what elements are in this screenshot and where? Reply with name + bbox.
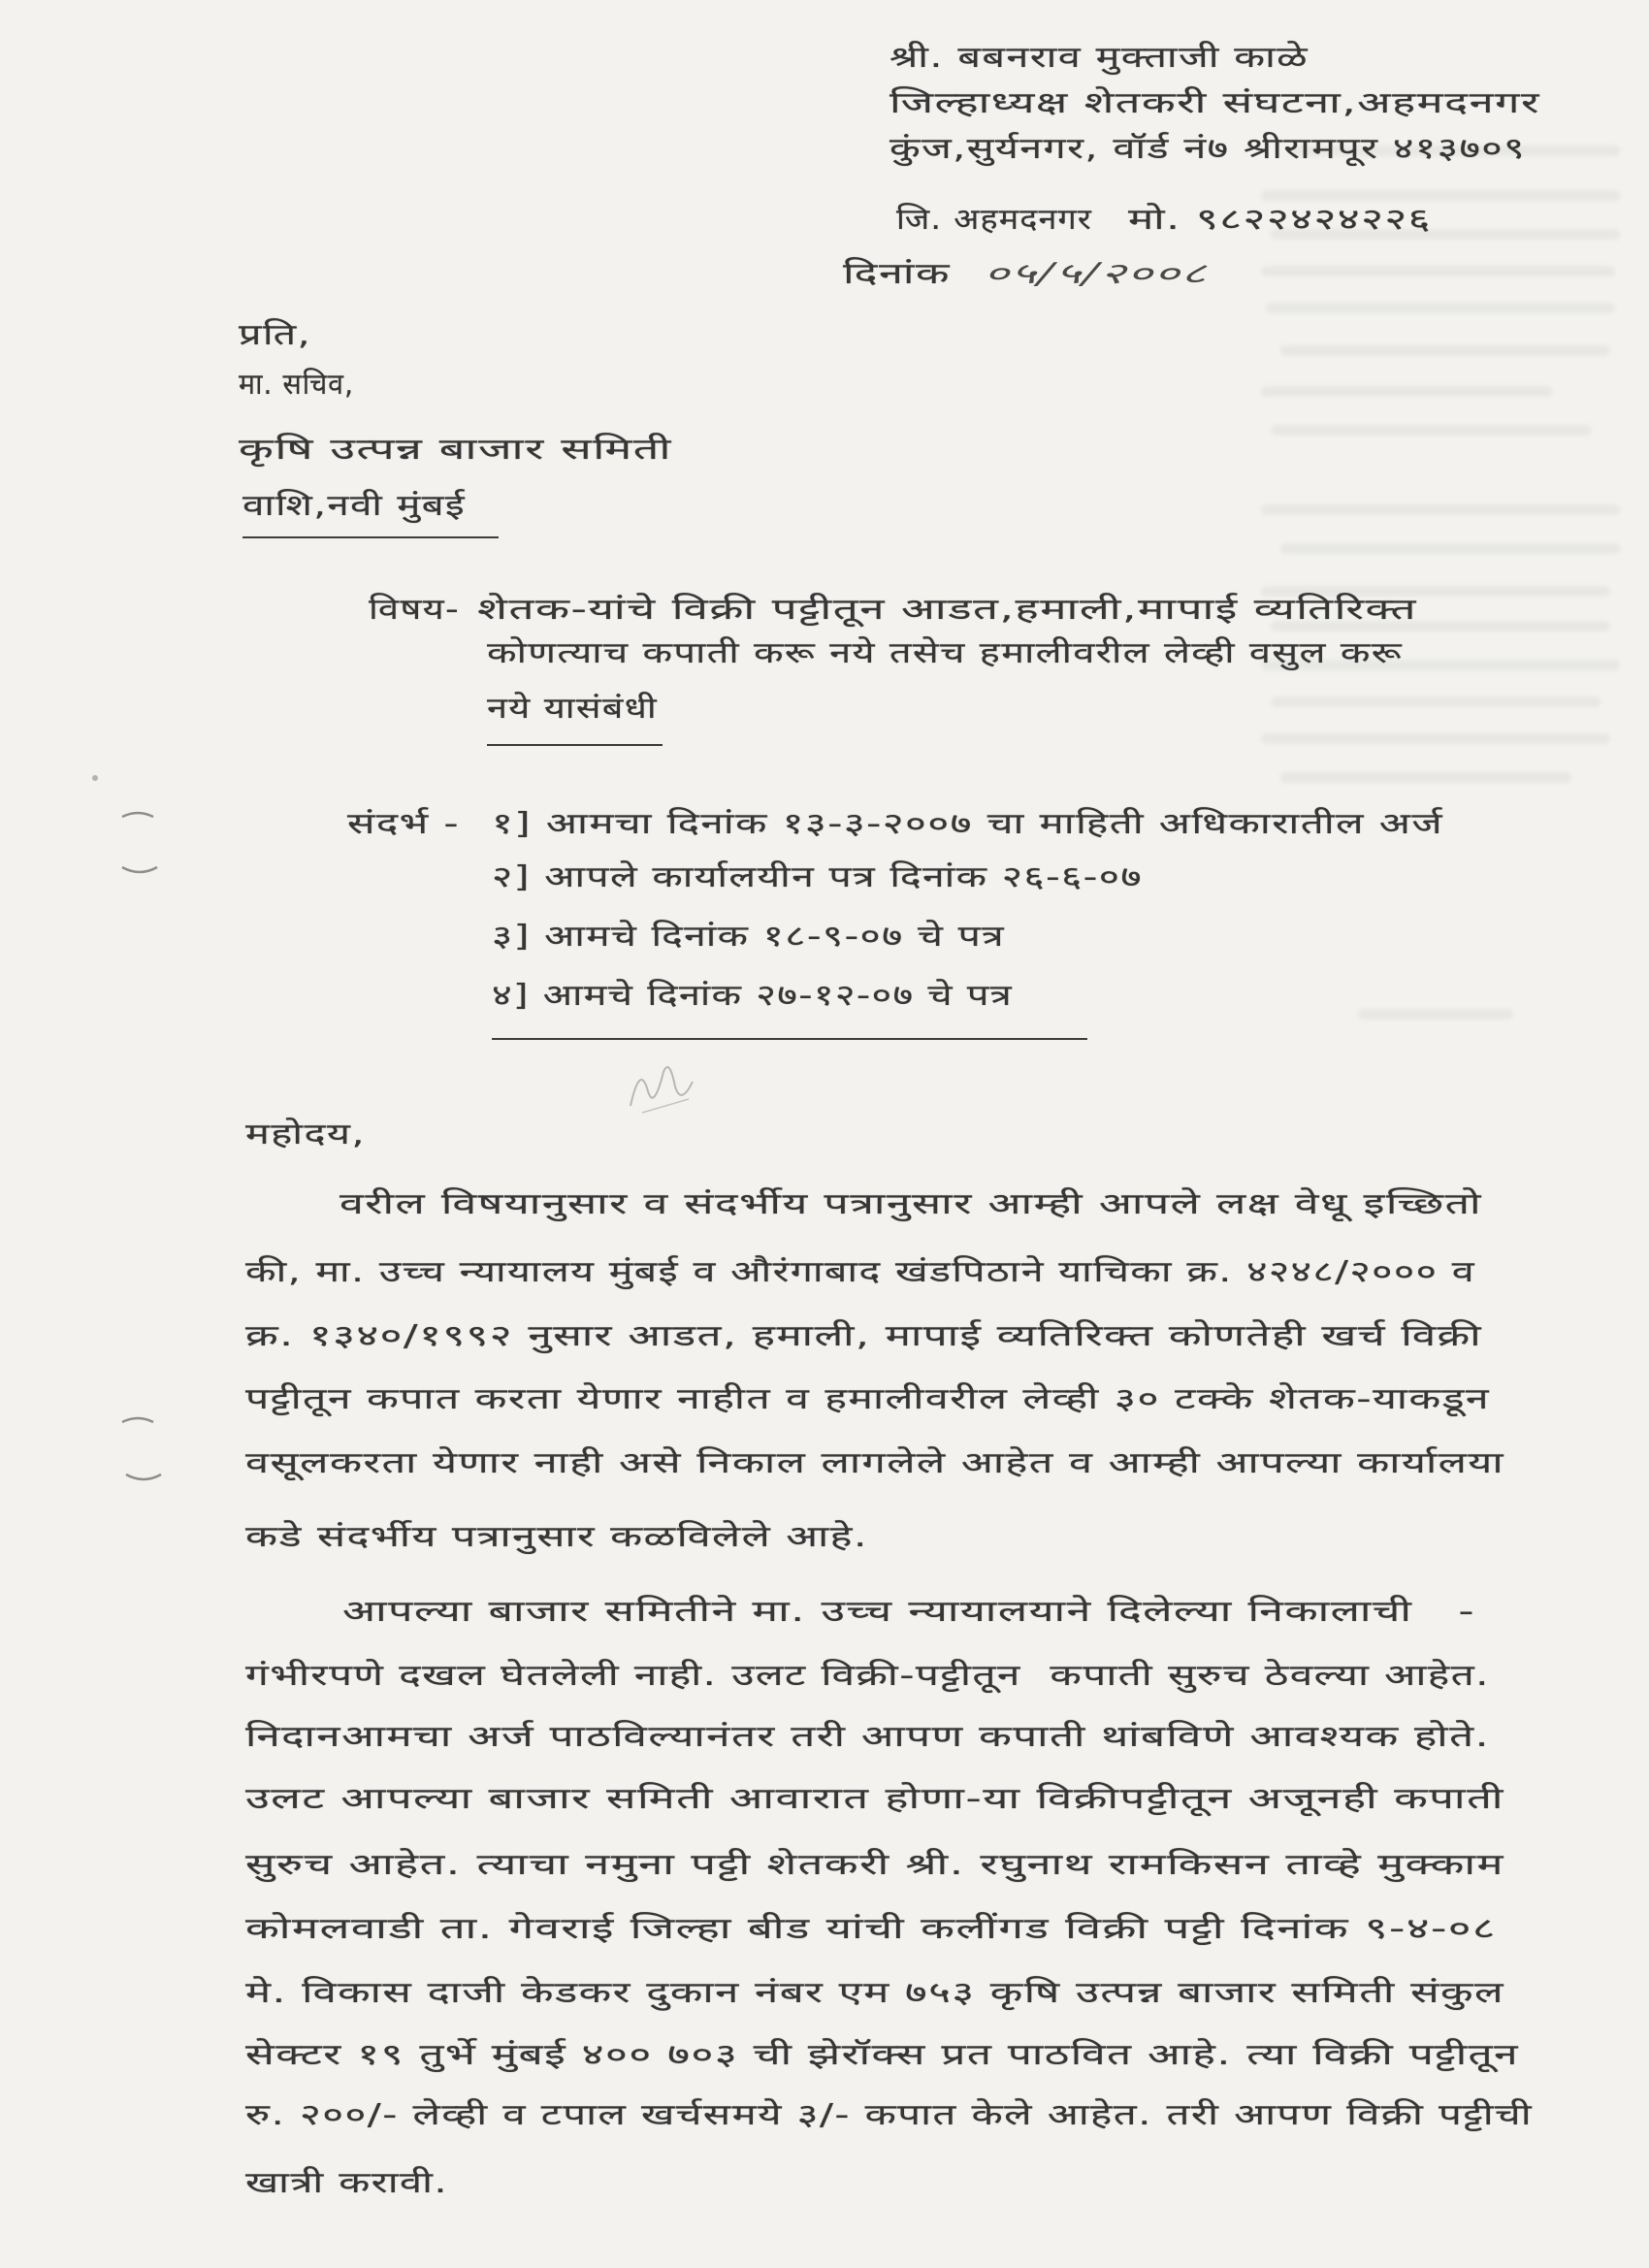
- body-line: रु. २००/- लेव्ही व टपाल खर्चसमये ३/- कपात केले आहेत. तरी आपण विक्री पट्टीची: [245, 2098, 1533, 2132]
- body-line: गंभीरपणे दखल घेतलेली नाही. उलट विक्री-पट्टीतून कपाती सुरुच ठेवल्या आहेत.: [245, 1659, 1490, 1693]
- reference-underline: [492, 1038, 1087, 1040]
- sender-district: जि. अहमदनगर: [896, 203, 1092, 237]
- punch-hole-marks: [78, 757, 175, 1513]
- body-line: खात्री करावी.: [245, 2166, 448, 2200]
- recipient-place: वाशि,नवी मुंबई: [242, 489, 466, 523]
- body-line: सुरुच आहेत. त्याचा नमुना पट्टी शेतकरी श्री. रघुनाथ रामकिसन ताव्हे मुक्काम: [245, 1848, 1504, 1882]
- body-line: सेक्टर १९ तुर्भे मुंबई ४०० ७०३ ची झेरॉक्स प्रत पाठवित आहे. त्या विक्री पट्टीतून: [245, 2038, 1519, 2072]
- subject-label: विषय-: [369, 593, 460, 627]
- subject-line: कोणत्याच कपाती करू नये तसेच हमालीवरील लेव्ही वसुल करू: [487, 636, 1403, 670]
- recipient-prefix: प्रति,: [239, 318, 311, 352]
- body-line: कोमलवाडी ता. गेवराई जिल्हा बीड यांची कलींगड विक्री पट्टी दिनांक ९-४-०८: [245, 1912, 1497, 1946]
- sender-name: श्री. बबनराव मुक्ताजी काळे: [889, 41, 1309, 75]
- scribble-mark: [621, 1053, 708, 1120]
- body-line: उलट आपल्या बाजार समिती आवारात होणा-या विक्रीपट्टीतून अजूनही कपाती: [245, 1782, 1504, 1816]
- date-value: ०५/५/२००८: [984, 257, 1208, 291]
- reference-label: संदर्भ -: [347, 807, 460, 841]
- sender-address: कुंज,सुर्यनगर, वॉर्ड नं७ श्रीरामपूर ४१३७०९: [889, 132, 1526, 166]
- greeting: महोदय,: [245, 1118, 366, 1151]
- body-line: की, मा. उच्च न्यायालय मुंबई व औरंगाबाद खंडपिठाने याचिका क्र. ४२४८/२००० व: [245, 1255, 1475, 1289]
- reference-item: ३] आमचे दिनांक १८-९-०७ चे पत्र: [492, 920, 1005, 954]
- reference-item: ४] आमचे दिनांक २७-१२-०७ चे पत्र: [492, 979, 1013, 1013]
- body-line: कडे संदर्भीय पत्रानुसार कळविलेले आहे.: [245, 1520, 868, 1554]
- recipient-org: कृषि उत्पन्न बाजार समिती: [239, 433, 672, 467]
- body-line: क्र. १३४०/१९९२ नुसार आडत, हमाली, मापाई व्यतिरिक्त कोणतेही खर्च विक्री: [245, 1319, 1482, 1353]
- body-line: मे. विकास दाजी केडकर दुकान नंबर एम ७५३ कृषि उत्पन्न बाजार समिती संकुल: [245, 1976, 1504, 2010]
- recipient-title: मा. सचिव,: [239, 368, 354, 402]
- body-line: निदानआमचा अर्ज पाठविल्यानंतर तरी आपण कपाती थांबविणे आवश्यक होते.: [245, 1720, 1490, 1754]
- subject-underline: [487, 744, 663, 746]
- body-line: पट्टीतून कपात करता येणार नाहीत व हमालीवरील लेव्ही ३० टक्के शेतक-याकडून: [245, 1382, 1490, 1416]
- subject-line: शेतक-यांचे विक्री पट्टीतून आडत,हमाली,मापाई व्यतिरिक्त: [477, 593, 1417, 627]
- reference-item: २] आपले कार्यालयीन पत्र दिनांक २६-६-०७: [492, 860, 1143, 894]
- body-line: वरील विषयानुसार व संदर्भीय पत्रानुसार आम्ही आपले लक्ष वेधू इच्छितो: [340, 1187, 1482, 1221]
- body-line: वसूलकरता येणार नाही असे निकाल लागलेले आहेत व आम्ही आपल्या कार्यालया: [245, 1446, 1504, 1480]
- recipient-underline: [242, 536, 499, 538]
- subject-line: नये यासंबंधी: [487, 692, 658, 726]
- sender-mobile: मो. ९८२२४२४२२६: [1128, 203, 1432, 237]
- sender-designation: जिल्हाध्यक्ष शेतकरी संघटना,अहमदनगर: [889, 86, 1540, 120]
- body-line: आपल्या बाजार समितीने मा. उच्च न्यायालयाने दिलेल्या निकालाची -: [342, 1595, 1475, 1629]
- date-label: दिनांक: [843, 257, 951, 291]
- reference-item: १] आमचा दिनांक १३-३-२००७ चा माहिती अधिकारातील अर्ज: [492, 807, 1443, 841]
